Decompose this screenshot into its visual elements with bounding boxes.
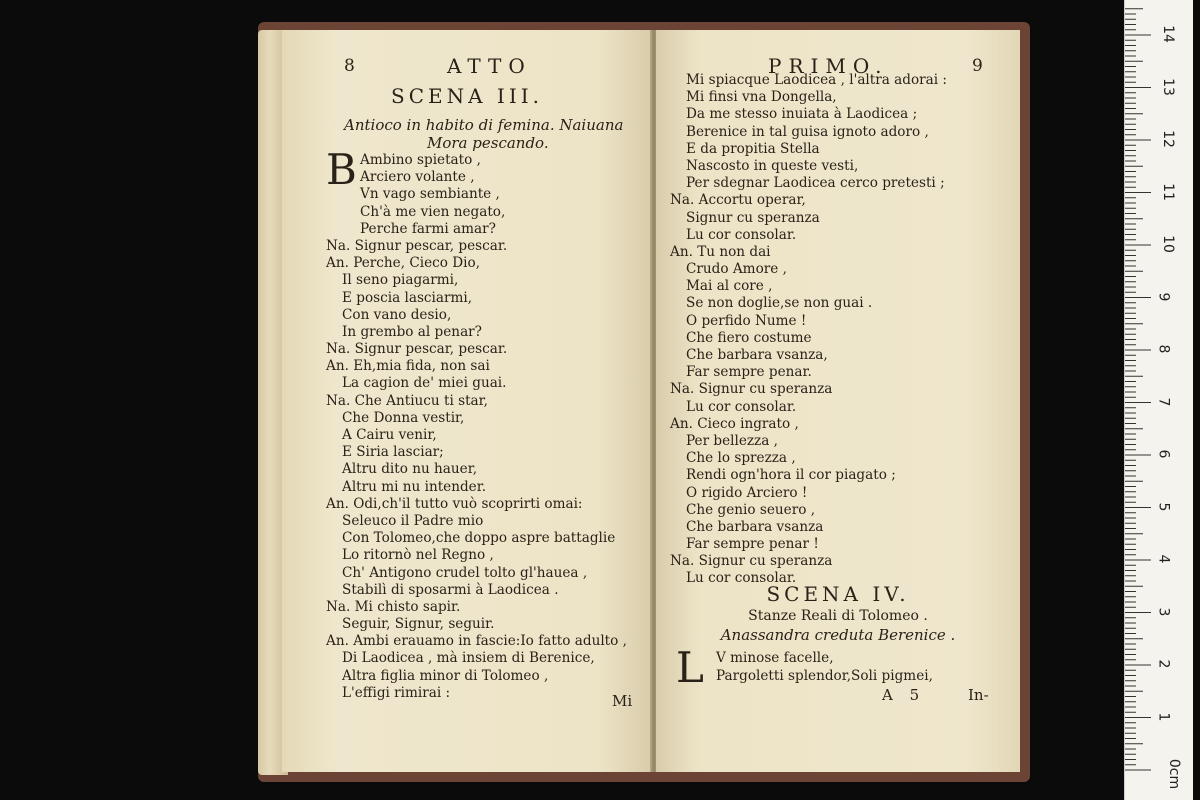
ruler-number: 14: [1159, 25, 1176, 43]
verse-text: Na. Signur cu speranza: [670, 553, 833, 570]
verse-line: [670, 227, 1010, 244]
verse-line: [670, 381, 1010, 398]
verse-line: [670, 210, 1010, 227]
verse-line: [326, 582, 646, 599]
ruler-number: 4: [1155, 554, 1172, 564]
verse-line: [326, 255, 646, 272]
page-number: 8: [344, 56, 355, 76]
verse-text: Lo ritornò nel Regno ,: [342, 547, 494, 564]
verse-text: Seguir, Signur, seguir.: [342, 616, 495, 633]
scale-ruler: [1124, 0, 1193, 800]
verse-line: [326, 444, 646, 461]
verse-text: Per bellezza ,: [686, 432, 778, 449]
verse-text: Na. Che Antiucu ti star,: [326, 392, 488, 409]
verse-text: Mi spiacque Laodicea , l'altra adorai :: [686, 72, 948, 88]
verse-text: Che barbara vsanza: [686, 518, 824, 535]
verse-text: Da me stesso inuiata à Laodicea ;: [686, 106, 918, 123]
left-page: [282, 30, 652, 772]
verse-line: [326, 410, 646, 427]
verse-line: [326, 169, 646, 186]
verse-line: [670, 124, 1010, 141]
stage-direction: Mora pescando.: [427, 134, 549, 152]
verse-line: [326, 650, 646, 667]
verse-line: [670, 244, 1010, 261]
verse-text: Per sdegnar Laodicea cerco pretesti ;: [686, 175, 945, 192]
verse-line: [326, 393, 646, 410]
ruler-number: 3: [1155, 607, 1172, 616]
verse-line: [326, 530, 646, 547]
page-number: 9: [972, 56, 983, 76]
verse-line: [326, 547, 646, 564]
right-page: [656, 30, 1020, 772]
verse-text: Na. Signur cu speranza: [670, 381, 833, 398]
verse-text: O perfido Nume !: [686, 312, 807, 329]
verse-line: [670, 330, 1010, 347]
verse-line: [670, 485, 1010, 502]
verse-line: [670, 467, 1010, 484]
ruler-unit-label: 0cm: [1166, 758, 1183, 790]
verse-text: Altra figlia minor di Tolomeo ,: [342, 667, 549, 684]
verse-text: An. Ambi erauamo in fascie:Io fatto adulto ,: [326, 633, 627, 650]
verse-text: Che lo sprezza ,: [686, 450, 796, 467]
ruler-number: 10: [1159, 235, 1176, 253]
verse-line: [326, 152, 646, 169]
verse-text: Na. Signur pescar, pescar.: [326, 237, 508, 254]
verse-text: An. Odi,ch'il tutto vuò scoprirti omai:: [326, 495, 583, 512]
verse-line: [670, 450, 1010, 467]
verse-text: Con Tolomeo,che doppo aspre battaglie: [342, 530, 616, 547]
verse-line: [326, 616, 646, 633]
verse-lines: [326, 145, 646, 702]
ruler-number: 13: [1159, 77, 1176, 96]
verse-line: [670, 399, 1010, 416]
verse-text: In grembo al penar?: [342, 323, 482, 340]
drop-cap: L: [676, 643, 704, 692]
verse-line: [326, 186, 646, 203]
verse-line: [326, 461, 646, 478]
verse-text: Di Laodicea , mà insiem di Berenice,: [342, 650, 595, 667]
verse-text: Che fiero costume: [686, 329, 812, 346]
verse-text: E da propitia Stella: [686, 140, 820, 157]
catchword: Mi: [612, 692, 633, 710]
verse-text: Stabilì di sposarmi à Laodicea .: [342, 581, 559, 598]
verse-line: [670, 141, 1010, 158]
verse-text: E poscia lasciarmi,: [342, 289, 473, 306]
ruler-number: 8: [1155, 344, 1172, 354]
verse-line: [670, 553, 1010, 570]
verse-line: V minose facelle,: [716, 650, 834, 666]
verse-text: Ch' Antigono crudel tolto gl'hauea ,: [342, 564, 588, 581]
scene-setting: Stanze Reali di Tolomeo .: [748, 608, 928, 624]
verse-text: Mai al core ,: [686, 278, 773, 295]
verse-text: Lu cor consolar.: [686, 398, 797, 415]
verse-line: [326, 513, 646, 530]
verse-lines: [670, 72, 1010, 588]
verse-line: [326, 599, 646, 616]
verse-line: [326, 307, 646, 324]
verse-text: Con vano desio,: [342, 306, 452, 323]
verse-text: Berenice in tal guisa ignoto adoro ,: [686, 123, 929, 140]
ruler-number: 7: [1155, 397, 1172, 406]
verse-line: [670, 261, 1010, 278]
verse-line: [670, 72, 1010, 89]
verse-line: [670, 433, 1010, 450]
verse-line: [670, 416, 1010, 433]
signature-mark: A 5: [882, 686, 926, 704]
verse-line: [670, 502, 1010, 519]
verse-text: Lu cor consolar.: [686, 570, 797, 587]
verse-text: Altru mi nu intender.: [342, 478, 487, 495]
verse-line: Pargoletti splendor,Soli pigmei,: [716, 668, 933, 684]
verse-text: An. Perche, Cieco Dio,: [326, 255, 481, 272]
verse-text: Lu cor consolar.: [686, 226, 797, 243]
verse-text: Altru dito nu hauer,: [342, 461, 478, 478]
verse-text: Na. Accortu operar,: [670, 192, 806, 209]
verse-text: Mi finsi vna Dongella,: [686, 89, 837, 106]
verse-line: [670, 536, 1010, 553]
verse-text: E Siria lasciar;: [342, 444, 444, 461]
verse-line: [326, 272, 646, 289]
running-head: ATTO: [447, 54, 532, 78]
verse-line: [326, 685, 646, 702]
verse-line: [670, 175, 1010, 192]
verse-line: [326, 633, 646, 650]
verse-line: [670, 313, 1010, 330]
verse-text: Perche farmi amar?: [360, 220, 496, 237]
verse-text: Crudo Amore ,: [686, 261, 787, 278]
verse-line: [670, 519, 1010, 536]
ruler-number: 6: [1155, 449, 1172, 459]
verse-text: Signur cu speranza: [686, 209, 820, 226]
verse-line: [326, 479, 646, 496]
verse-line: [326, 341, 646, 358]
verse-text: Che genio seuero ,: [686, 501, 816, 518]
ruler-number: 1: [1155, 712, 1172, 721]
verse-line: [326, 565, 646, 582]
verse-line: [326, 375, 646, 392]
verse-line: [670, 192, 1010, 209]
verse-text: Na. Signur pescar, pescar.: [326, 341, 508, 358]
verse-line: [670, 347, 1010, 364]
ruler-number: 9: [1155, 292, 1172, 301]
verse-line: [326, 668, 646, 685]
verse-text: Ch'à me vien negato,: [360, 203, 506, 220]
verse-line: [326, 324, 646, 341]
verse-line: [326, 204, 646, 221]
verse-text: La cagion de' miei guai.: [342, 375, 507, 392]
scene-title: SCENA III.: [391, 84, 543, 108]
verse-line: [670, 158, 1010, 175]
stage-direction: Antioco in habito di femina. Naiuana: [344, 116, 624, 134]
verse-text: An. Eh,mia fida, non sai: [326, 358, 490, 375]
stage-direction: Anassandra creduta Berenice .: [720, 626, 956, 644]
verse-text: Il seno piagarmi,: [342, 272, 459, 289]
ruler-number: 2: [1155, 659, 1172, 669]
verse-text: Seleuco il Padre mio: [342, 512, 484, 529]
verse-text: O rigido Arciero !: [686, 484, 808, 501]
ruler-number: 5: [1155, 502, 1172, 511]
verse-line: [670, 89, 1010, 106]
verse-line: [326, 358, 646, 375]
verse-text: Nascosto in queste vesti,: [686, 157, 859, 174]
verse-line: [326, 221, 646, 238]
verse-text: An. Tu non dai: [670, 243, 771, 260]
verse-text: Na. Mi chisto sapir.: [326, 598, 461, 615]
verse-line: [326, 496, 646, 513]
verse-text: Rendi ogn'hora il cor piagato ;: [686, 467, 896, 484]
verse-text: Se non doglie,se non guai .: [686, 295, 873, 312]
verse-line: [670, 295, 1010, 312]
running-head: PRIMO.: [768, 54, 889, 78]
verse-text: Far sempre penar.: [686, 364, 812, 381]
ruler-number: 11: [1159, 182, 1176, 201]
ruler-number: 12: [1159, 130, 1176, 148]
verse-text: Che Donna vestir,: [342, 409, 465, 426]
verse-line: [670, 278, 1010, 295]
verse-text: An. Cieco ingrato ,: [670, 415, 799, 432]
verse-line: [670, 364, 1010, 381]
catchword: In-: [968, 686, 989, 704]
verse-text: Che barbara vsanza,: [686, 347, 828, 363]
verse-line: [326, 427, 646, 444]
verse-text: A Cairu venir,: [342, 427, 437, 443]
verse-text: Arciero volante ,: [360, 169, 475, 186]
verse-text: Vn vago sembiante ,: [360, 186, 500, 203]
drop-cap: B: [326, 145, 357, 194]
verse-text: Ambino spietato ,: [360, 152, 481, 168]
verse-line: [670, 106, 1010, 123]
scene-title: SCENA IV.: [766, 582, 910, 606]
verse-line: [326, 290, 646, 307]
verse-text: L'effigi rimirai :: [342, 684, 451, 701]
verse-text: Far sempre penar !: [686, 536, 819, 553]
verse-line: [326, 238, 646, 255]
